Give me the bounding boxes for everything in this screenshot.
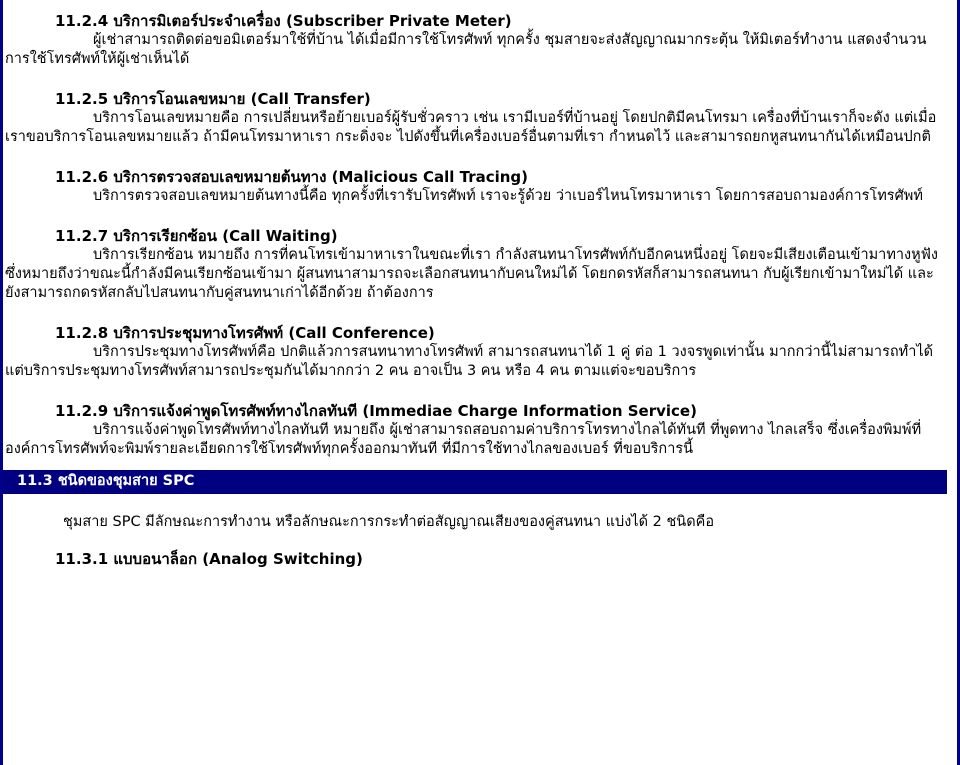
section-paragraph: บริการตรวจสอบเลขหมายต้นทางนี้คือ ทุกครั้งที่เรารับโทรศัพท์ เราจะรู้ด้วย ว่าเบอร์ไหนโทรมาหาเรา โดยการสอบถามองค์การโทรศัพท์ [93,188,923,204]
intro-paragraph: ชุมสาย SPC มีลักษณะการทำงาน หรือลักษณะการกระทำต่อสัญญาณเสียงของคู่สนทนา แบ่งได้ 2 ชนิดคือ [63,514,715,530]
section-paragraph: บริการเรียกซ้อน หมายถึง การที่คนโทรเข้ามาหาเราในขณะที่เรา กำลังสนทนาโทรศัพท์กับอีกคนหนึ่งอยู่ โดยจะมีเสียงเตือนเข้ามาทางหูฟัง ซึ่งหมายถึงว่าขณะนี้กำลังมีคนเรียกซ้อนเข้ามา ผู้สนทนาสามารถจะเลือกสนทนากับคนใหม่ได้ โดยกดรหัสก็สามารถสนทนา กับผู้เรียกเข้ามาใหม่ได้ และยังสามารถกดรหัสกลับไปสนทนากับคู่สนทนาเก่าได้อีกด้วย ถ้าต้องการ [5,247,939,301]
spacer [3,206,947,227]
section-paragraph: ผู้เช่าสามารถติดต่อขอมิเตอร์มาใช้ที่บ้าน ได้เมื่อมีการใช้โทรศัพท์ ทุกครั้ง ชุมสายจะส่งสัญญาณมากระตุ้น ให้มิเตอร์ทำงาน แสดงจำนวนการใช้โทรศัพท์ให้ผู้เช่าเห็นได้ [5,32,927,67]
section-11-2-5 [3,90,947,147]
spacer [3,147,947,168]
section-heading: 11.2.6 บริการตรวจสอบเลขหมายต้นทาง (Malicious Call Tracing) [55,168,529,186]
spacer [3,381,947,402]
section-paragraph: บริการแจ้งค่าพูดโทรศัพท์ทางไกลทันที หมายถึง ผู้เช่าสามารถสอบถามค่าบริการโทรทางไกลได้ทันที ที่พูดทาง ไกลเสร็จ ซึ่งเครื่องพิมพ์ที่องค์การโทรศัพท์จะพิมพ์รายละเอียดการใช้โทรศัพท์ทุกครั้งออกมาทันที ที่มีการใช้ทางไกลของเบอร์ ที่ขอบริการนี้ [5,422,922,457]
section-paragraph: บริการโอนเลขหมายคือ การเปลี่ยนหรือย้ายเบอร์ผู้รับชั่วคราว เช่น เรามีเบอร์ที่บ้านอยู่ โดยปกติมีคนโทรมา เครื่องที่บ้านเราก็จะดัง แต่เมื่อเราขอบริการโอนเลขหมายแล้ว ถ้ามีคนโทรมาหาเรา กระดิ่งจะ ไปดังขึ้นที่เครื่องเบอร์อื่นตามที่เรา กำหนดไว้ และสามารถยกหูสนทนากันได้เหมือนปกติ [5,110,937,145]
section-heading: 11.2.9 บริการแจ้งค่าพูดโทรศัพท์ทางไกลทันที (Immediae Charge Information Service) [55,402,697,420]
section-11-2-7 [3,227,947,303]
spacer [3,303,947,324]
section-heading: 11.2.8 บริการประชุมทางโทรศัพท์ (Call Conference) [55,324,435,342]
section-heading: 11.2.4 บริการมิเตอร์ประจำเครื่อง (Subscriber Private Meter) [55,12,512,30]
subsection-heading-11-3-1: 11.3.1 แบบอนาล็อก (Analog Switching) [55,550,363,568]
section-11-2-6 [3,168,947,206]
section-11-2-9 [3,402,947,459]
section-heading: 11.2.7 บริการเรียกซ้อน (Call Waiting) [55,227,338,245]
spacer [3,69,947,90]
section-paragraph: บริการประชุมทางโทรศัพท์คือ ปกติแล้วการสนทนาทางโทรศัพท์ สามารถสนทนาได้ 1 คู่ ต่อ 1 วงจรพูดเท่านั้น มากกว่านี้ไม่สามารถทำได้ แต่บริการประชุมทางโทรศัพท์สามารถประชุมกันได้มากกว่า 2 คน อาจเป็น 3 คน หรือ 4 คน ตามแต่จะขอบริการ [5,344,934,379]
section-heading: 11.2.5 บริการโอนเลขหมาย (Call Transfer) [55,90,371,108]
section-11-2-4 [3,0,947,69]
section-11-2-8 [3,324,947,381]
section-banner-11-3: 11.3 ชนิดของชุมสาย SPC [3,470,947,494]
